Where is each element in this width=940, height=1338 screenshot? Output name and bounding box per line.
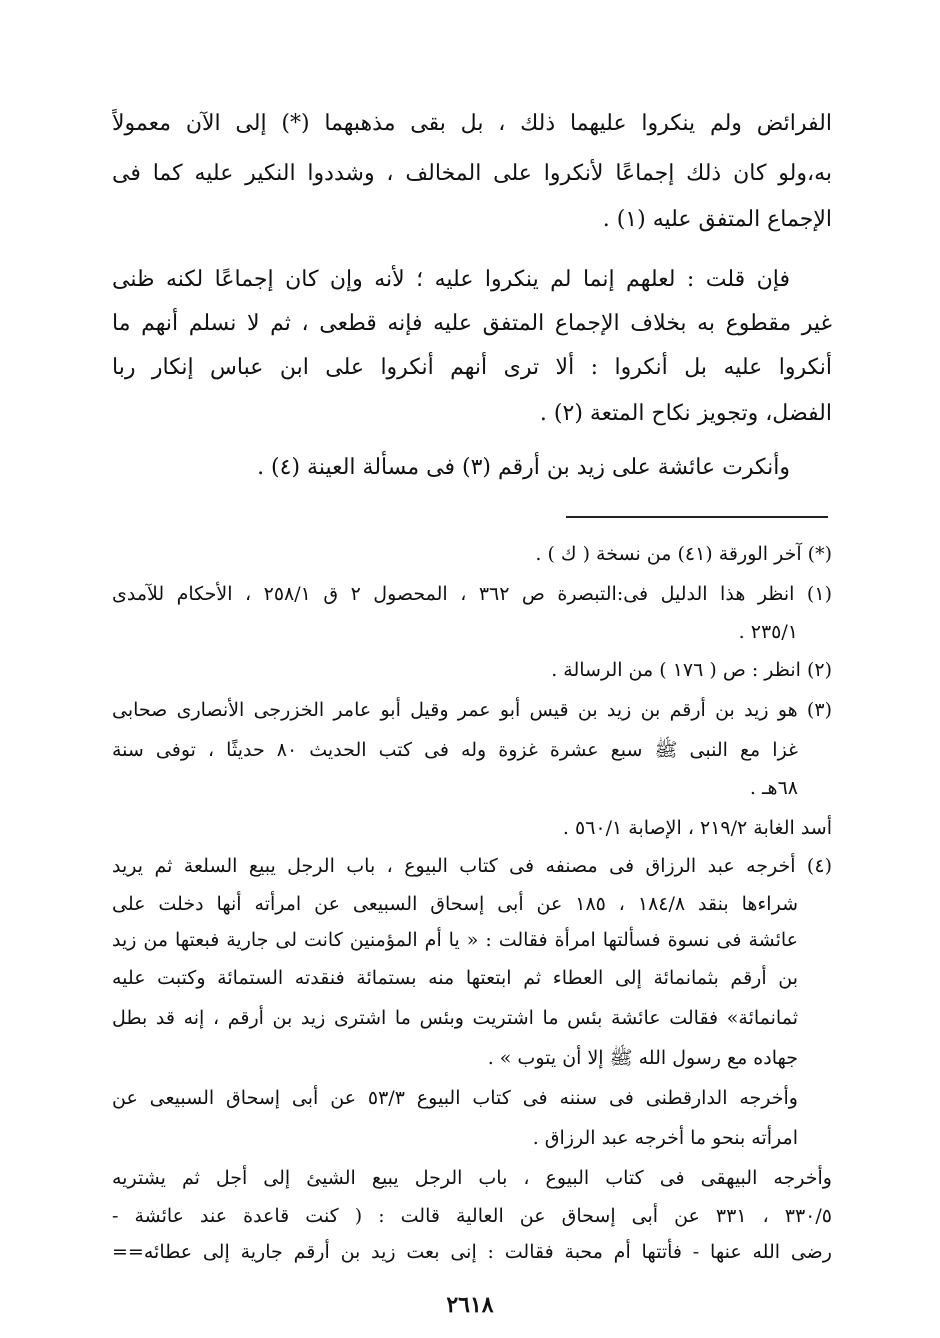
footnote-line: (٤) أخرجه عبد الرزاق فى مصنفه فى كتاب البيوع ، باب الرجل يبيع السلعة ثم يريد <box>112 855 832 877</box>
footnote-line: (*) آخر الورقة (٤١) من نسخة ( ك ) . <box>535 543 832 565</box>
footnote-line: ٢٣٥/١ . <box>738 621 798 643</box>
footnote-line: وأخرجه البيهقى فى كتاب البيوع ، باب الرجل يبيع الشيئ إلى أجل ثم يشتريه <box>112 1167 832 1189</box>
footnote-line: رضى الله عنها - فأتتها أم محبة فقالت : إنى بعت زيد بن أرقم جارية إلى عطائه== <box>112 1241 832 1263</box>
body-line: فإن قلت : لعلهم إنما لم ينكروا عليه ؛ لأنه وإن كان إجماعًا لكنه ظنى <box>112 267 790 292</box>
footnote-line: ٦٨هـ . <box>749 777 798 799</box>
footnote-line: (١) انظر هذا الدليل فى:التبصرة ص ٣٦٢ ، المحصول ٢ ق ٢٥٨/١ ، الأحكام للآمدى <box>112 583 832 605</box>
body-line: الفضل، وتجويز نكاح المتعة (٢) . <box>539 401 832 426</box>
footnote-line: غزا مع النبى ﷺ سبع عشرة غزوة وله فى كتب الحديث ٨٠ حديثًا ، توفى سنة <box>112 739 798 761</box>
footnote-line: (٣) هو زيد بن أرقم بن زيد بن قيس أبو عمر وقيل أبو عامر الخزرجى الأنصارى صحابى <box>112 699 832 721</box>
body-line: الفرائض ولم ينكروا عليهما ذلك ، بل بقى مذهبهما (*) إلى الآن معمولاً <box>112 111 832 136</box>
footnote-line: أسد الغابة ٢١٩/٢ ، الإصابة ٥٦٠/١ . <box>562 817 832 839</box>
footnote-line: ٣٣٠/٥ ، ٣٣١ عن أبى إسحاق عن العالية قالت : ( كنت قاعدة عند عائشة - <box>112 1205 832 1227</box>
footnote-divider <box>566 516 828 518</box>
body-line: الإجماع المتفق عليه (١) . <box>602 207 832 232</box>
footnote-line: بن أرقم بثمانمائة إلى العطاء ثم ابتعتها منه بستمائة فنقدته الستمائة وكتبت عليه <box>112 967 798 989</box>
footnote-line: عائشة فى نسوة فسألتها امرأة فقالت : « يا أم المؤمنين كانت لى جارية فبعتها من زيد <box>112 929 798 951</box>
footnote-line: وأخرجه الدارقطنى فى سننه فى كتاب البيوع ٥٣/٣ عن أبى إسحاق السبيعى عن <box>112 1087 798 1109</box>
footnote-line: امرأته بنحو ما أخرجه عبد الرزاق . <box>532 1127 798 1149</box>
body-line: غير مقطوع به بخلاف الإجماع المتفق عليه فإنه قطعى ، ثم لا نسلم أنهم ما <box>112 311 832 336</box>
footnote-line: جهاده مع رسول الله ﷺ إلا أن يتوب » . <box>487 1047 798 1069</box>
footnote-line: شراءها بنقد ١٨٤/٨ ، ١٨٥ عن أبى إسحاق السبيعى عن امرأته أنها دخلت على <box>112 893 798 915</box>
page-number: ٢٦١٨ <box>446 1292 494 1318</box>
body-line: أنكروا عليه بل أنكروا : ألا ترى أنهم أنكروا على ابن عباس إنكار ربا <box>112 355 832 380</box>
footnote-line: (٢) انظر : ص ( ١٧٦ ) من الرسالة . <box>551 659 832 681</box>
footnote-line: ثمانمائة» فقالت عائشة بئس ما اشتريت وبئس ما اشترى زيد بن أرقم ، إنه قد بطل <box>112 1007 798 1029</box>
body-line: وأنكرت عائشة على زيد بن أرقم (٣) فى مسألة العينة (٤) . <box>257 455 790 480</box>
body-line: به،ولو كان ذلك إجماعًا لأنكروا على المخالف ، وشددوا النكير عليه كما فى <box>112 161 832 186</box>
